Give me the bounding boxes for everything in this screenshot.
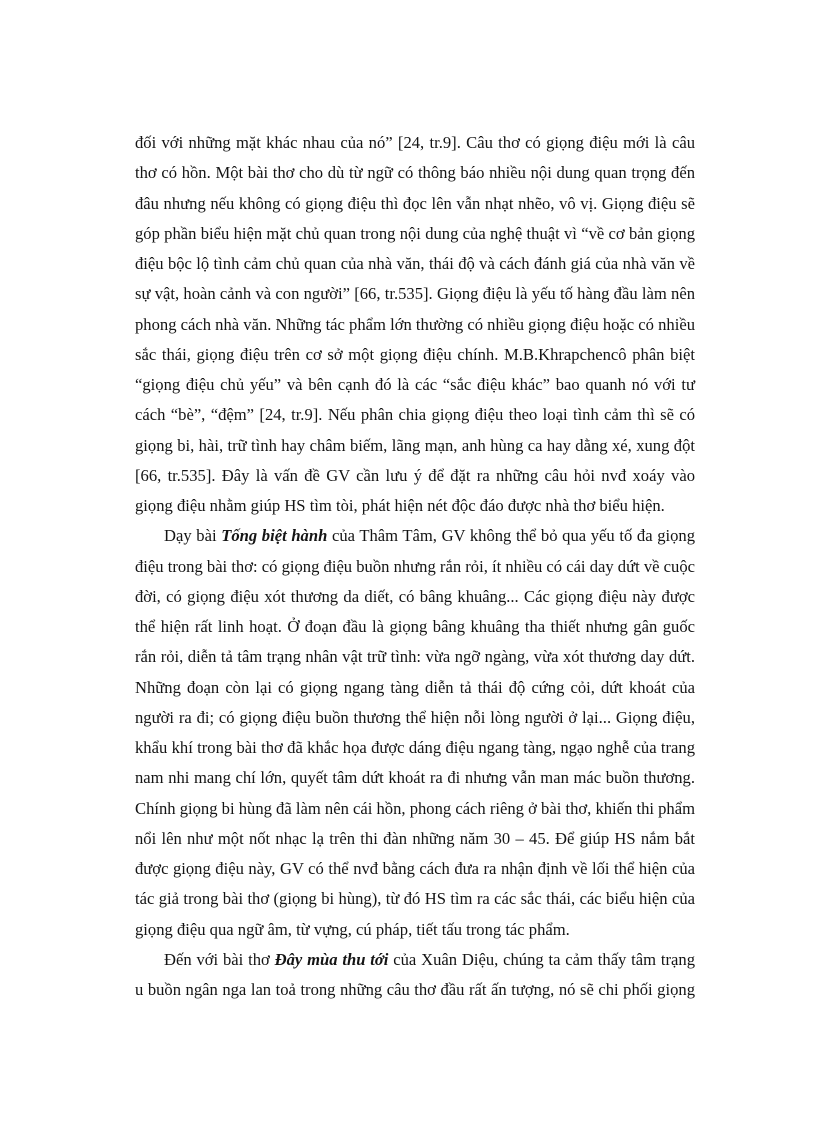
- text-line: nam nhi mang chí lớn, quyết tâm dứt khoát ra đi nhưng vẫn man mác buồn thương.: [135, 768, 695, 788]
- text-line: đời, có giọng điệu xót thương da diết, có bâng khuâng... Các giọng điệu này được: [135, 586, 695, 606]
- line-lead-text: Dạy bài: [164, 526, 222, 546]
- text-line: giọng bi, hài, trữ tình hay châm biếm, lãng mạn, anh hùng ca hay dằng xé, xung đột: [135, 435, 695, 455]
- text-line: thơ có hồn. Một bài thơ cho dù từ ngữ có thông báo nhiều nội dung quan trọng đến: [135, 163, 695, 183]
- text-line: cách “bè”, “đệm” [24, tr.9]. Nếu phân chia giọng điệu theo loại tình cảm thì sẽ có: [135, 405, 695, 425]
- text-line: tác giả trong bài thơ (giọng bi hùng), từ đó HS tìm ra các sắc thái, các biểu hiện của: [135, 889, 695, 909]
- line-lead-text: Đến với bài thơ: [164, 949, 275, 969]
- text-line: đối với những mặt khác nhau của nó” [24, tr.9]. Câu thơ có giọng điệu mới là câu: [135, 133, 695, 152]
- document-page: [135, 131, 695, 1008]
- text-line: u buồn ngân nga lan toả trong những câu thơ đầu rất ấn tượng, nó sẽ chi phối giọng: [135, 980, 695, 999]
- text-line: điệu bộc lộ tình cảm chủ quan của nhà văn, thái độ và cách đánh giá của nhà văn về: [135, 254, 695, 273]
- text-line: sự vật, hoàn cảnh và con người” [66, tr.535]. Giọng điệu là yếu tố hàng đầu làm nên: [135, 284, 695, 304]
- line-rest-text: của Xuân Diệu, chúng ta cảm thấy tâm trạng: [388, 949, 695, 969]
- text-line: thể hiện rất linh hoạt. Ở đoạn đầu là giọng bâng khuâng tha thiết nhưng gân guốc: [135, 617, 695, 636]
- text-line: nổi lên như một nốt nhạc lạ trên thi đàn những năm 30 – 45. Để giúp HS nắm bắt: [135, 828, 695, 848]
- text-line: được giọng điệu này, GV có thể nvđ bằng cách đưa ra nhận định về lối thể hiện của: [135, 859, 695, 878]
- text-line: phong cách nhà văn. Những tác phẩm lớn thường có nhiều giọng điệu hoặc có nhiều: [135, 314, 695, 334]
- text-line: Chính giọng bi hùng đã làm nên cái hồn, phong cách riêng ở bài thơ, khiến thi phẩm: [135, 798, 695, 818]
- text-line: Những đoạn còn lại có giọng ngang tàng diễn tả thái độ cứng cỏi, dứt khoát của: [135, 677, 695, 697]
- text-line: đâu nhưng nếu không có giọng điệu thì đọc lên vẫn nhạt nhẽo, vô vị. Giọng điệu sẽ: [135, 193, 695, 213]
- poem-title: Tống biệt hành: [221, 526, 328, 546]
- line-rest-text: của Thâm Tâm, GV không thể bỏ qua yếu tố đa giọng: [327, 526, 695, 546]
- text-line: rắn rỏi, diễn tả tâm trạng nhân vật trữ tình: vừa ngỡ ngàng, vừa xót thương day dứt.: [135, 647, 695, 667]
- text-line: người ra đi; có giọng điệu buồn thương thể hiện nỗi lòng người ở lại... Giọng điệu,: [135, 707, 695, 727]
- paragraph-start-line: [135, 948, 695, 978]
- text-line: [66, tr.535]. Đây là vấn đề GV cần lưu ý để đặt ra những câu hỏi nvđ xoáy vào: [135, 465, 695, 485]
- text-line: góp phần biểu hiện mặt chủ quan trong nội dung của nghệ thuật vì “về cơ bản giọng: [135, 223, 695, 243]
- text-line: điệu trong bài thơ: có giọng điệu buồn nhưng rắn rỏi, ít nhiều có cái day dứt về cuộc: [135, 556, 695, 576]
- text-line: giọng điệu nhằm giúp HS tìm tòi, phát hiện nét độc đáo được nhà thơ biểu hiện.: [135, 496, 665, 515]
- paragraph-start-line: [135, 524, 695, 554]
- text-line: giọng điệu qua ngữ âm, từ vựng, cú pháp, tiết tấu trong tác phẩm.: [135, 919, 570, 939]
- text-line: “giọng điệu chủ yếu” và bên cạnh đó là các “sắc điệu khác” bao quanh nó với tư: [135, 375, 695, 394]
- text-line: sắc thái, giọng điệu trên cơ sở một giọng điệu chính. M.B.Khrapchencô phân biệt: [135, 344, 695, 364]
- text-line: khẩu khí trong bài thơ đã khắc họa được dáng điệu ngang tàng, ngạo nghễ của trang: [135, 738, 695, 757]
- poem-title: Đây mùa thu tới: [274, 949, 389, 969]
